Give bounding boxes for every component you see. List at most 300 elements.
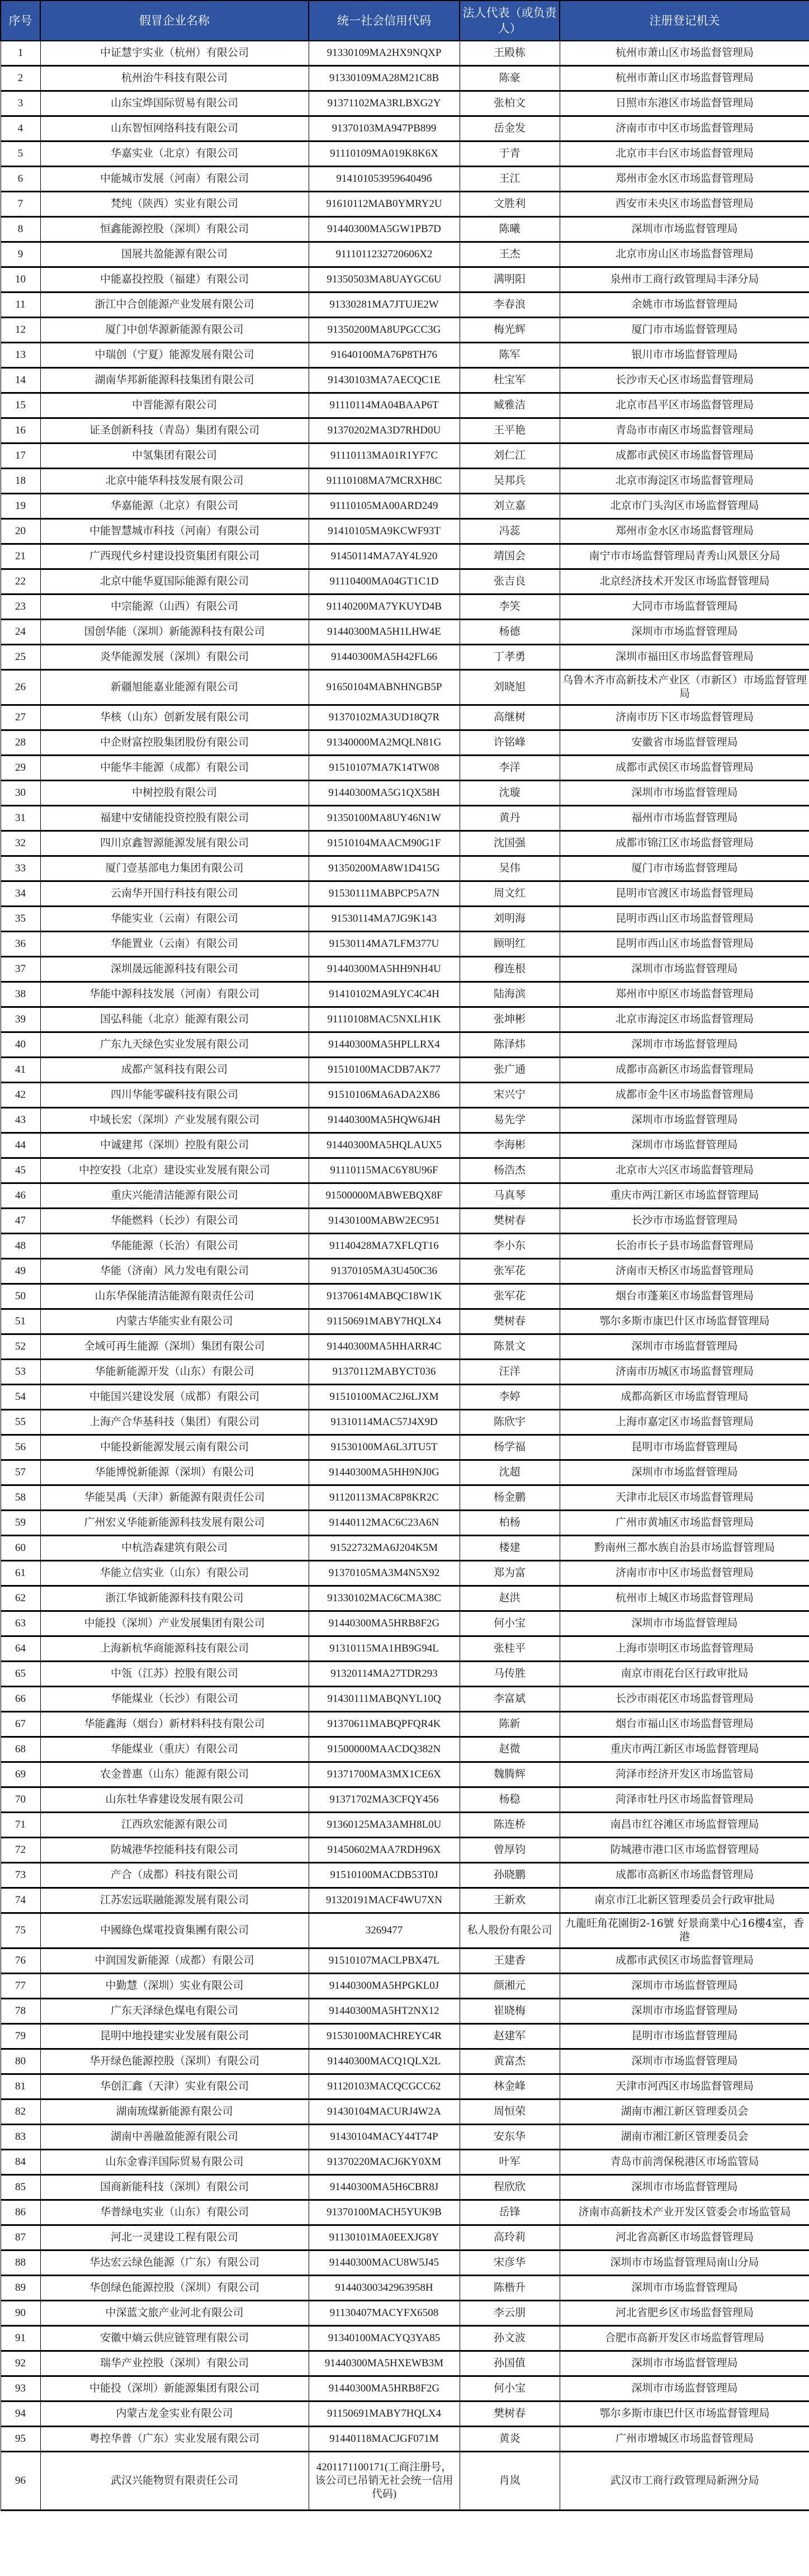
cell-credit-code: 91440300342963958H <box>309 2276 460 2301</box>
cell-credit-code: 91440300MA5HT2NX12 <box>309 1999 460 2024</box>
cell-credit-code: 91500000MAACDQ382N <box>309 1737 460 1762</box>
cell-company-name: 中诚建邦（深圳）控股有限公司 <box>40 1133 309 1158</box>
table-row <box>1 2150 809 2175</box>
cell-serial-number: 63 <box>1 1611 40 1636</box>
cell-company-name: 内蒙古华能实业有限公司 <box>40 1309 309 1334</box>
table-row <box>1 2351 809 2376</box>
cell-serial-number: 96 <box>1 2452 40 2511</box>
cell-registration-authority: 郑州市金水区市场监督管理局 <box>560 519 809 544</box>
cell-credit-code: 91510106MA6ADA2X86 <box>309 1083 460 1108</box>
table-row <box>1 494 809 519</box>
cell-serial-number: 70 <box>1 1787 40 1813</box>
cell-serial-number: 81 <box>1 2074 40 2100</box>
table-row <box>1 1662 809 1687</box>
cell-registration-authority: 深圳市市场监督管理局 <box>560 1334 809 1360</box>
cell-serial-number: 78 <box>1 1999 40 2024</box>
cell-registration-authority: 济南市市中区市场监督管理局 <box>560 116 809 141</box>
cell-legal-representative: 程欣欣 <box>460 2175 560 2200</box>
cell-serial-number: 69 <box>1 1762 40 1787</box>
cell-legal-representative: 张桂平 <box>460 1636 560 1662</box>
cell-legal-representative: 王建香 <box>460 1948 560 1974</box>
cell-company-name: 中证慧宇实业（杭州）有限公司 <box>40 41 309 66</box>
cell-serial-number: 77 <box>1 1974 40 1999</box>
table-row <box>1 393 809 418</box>
cell-legal-representative: 陆海滨 <box>460 982 560 1007</box>
table-row <box>1 881 809 907</box>
cell-registration-authority: 长治市长子县市场监督管理局 <box>560 1234 809 1259</box>
cell-registration-authority: 成都市武侯区市场监督管理局 <box>560 1948 809 1974</box>
cell-credit-code: 91310114MAC57J4X9D <box>309 1410 460 1435</box>
cell-company-name: 国商新能科技（深圳）有限公司 <box>40 2175 309 2200</box>
cell-company-name: 华能实业（云南）有限公司 <box>40 907 309 932</box>
cell-serial-number: 2 <box>1 66 40 91</box>
cell-registration-authority: 深圳市市场监督管理局 <box>560 2276 809 2301</box>
cell-serial-number: 1 <box>1 41 40 66</box>
table-row <box>1 705 809 730</box>
cell-credit-code: 91440300MA5G1QX58H <box>309 781 460 806</box>
cell-legal-representative: 刘明海 <box>460 907 560 932</box>
cell-registration-authority: 长沙市市场监督管理局 <box>560 1209 809 1234</box>
cell-legal-representative: 马传胜 <box>460 1662 560 1687</box>
cell-legal-representative: 肖岚 <box>460 2452 560 2511</box>
cell-serial-number: 90 <box>1 2301 40 2326</box>
cell-legal-representative: 李海彬 <box>460 1133 560 1158</box>
table-row <box>1 2074 809 2100</box>
cell-legal-representative: 满明阳 <box>460 267 560 292</box>
cell-credit-code: 91110115MAC6Y8U96F <box>309 1158 460 1183</box>
cell-legal-representative: 杨浩杰 <box>460 1158 560 1183</box>
cell-credit-code: 91430103MA7AECQC1E <box>309 368 460 393</box>
cell-company-name: 中能国兴建设发展（成都）有限公司 <box>40 1385 309 1410</box>
cell-serial-number: 8 <box>1 217 40 242</box>
cell-registration-authority: 重庆市两江新区市场监督管理局 <box>560 1183 809 1209</box>
cell-legal-representative: 文胜利 <box>460 192 560 217</box>
cell-credit-code: 91440300MACQ1QLX2L <box>309 2049 460 2074</box>
cell-company-name: 中能城市发展（河南）有限公司 <box>40 167 309 192</box>
cell-registration-authority: 福州市市场监督管理局 <box>560 806 809 831</box>
table-row <box>1 1813 809 1838</box>
cell-company-name: 深圳晟远能源科技有限公司 <box>40 957 309 982</box>
cell-company-name: 全域可再生能源（深圳）集团有限公司 <box>40 1334 309 1360</box>
cell-serial-number: 80 <box>1 2049 40 2074</box>
cell-registration-authority: 泉州市工商行政管理局丰泽分局 <box>560 267 809 292</box>
table-row <box>1 141 809 167</box>
cell-registration-authority: 杭州市萧山区市场监督管理局 <box>560 66 809 91</box>
table-row <box>1 1561 809 1586</box>
cell-company-name: 国创华能（深圳）新能源科技有限公司 <box>40 620 309 645</box>
table-row <box>1 907 809 932</box>
cell-company-name: 恒鑫能源控股（深圳）有限公司 <box>40 217 309 242</box>
cell-credit-code: 3269477 <box>309 1913 460 1948</box>
cell-registration-authority: 九龍旺角花園街2-16號 好景商業中心16樓4室，香港 <box>560 1913 809 1948</box>
cell-legal-representative: 梅光辉 <box>460 318 560 343</box>
cell-credit-code: 91320191MACF4WU7XN <box>309 1888 460 1913</box>
cell-legal-representative: 吴邦兵 <box>460 469 560 494</box>
cell-credit-code: 91370103MA947PB899 <box>309 116 460 141</box>
table-row <box>1 318 809 343</box>
cell-serial-number: 47 <box>1 1209 40 1234</box>
cell-legal-representative: 顾明红 <box>460 932 560 957</box>
cell-credit-code: 91430104MACURJ4W2A <box>309 2100 460 2125</box>
cell-serial-number: 76 <box>1 1948 40 1974</box>
cell-registration-authority: 南京市雨花台区行政审批局 <box>560 1662 809 1687</box>
cell-registration-authority: 成都市武侯区市场监督管理局 <box>560 756 809 781</box>
table-row <box>1 730 809 756</box>
table-row <box>1 167 809 192</box>
cell-company-name: 山东牡华睿建设发展有限公司 <box>40 1787 309 1813</box>
table-row <box>1 1234 809 1259</box>
cell-registration-authority: 菏泽市牡丹区市场监督管理局 <box>560 1787 809 1813</box>
cell-company-name: 四川京鑫智源能源发展有限公司 <box>40 831 309 856</box>
cell-legal-representative: 孙文波 <box>460 2326 560 2351</box>
cell-registration-authority: 深圳市市场监督管理局 <box>560 2049 809 2074</box>
cell-credit-code: 91430104MACY44T74P <box>309 2125 460 2150</box>
cell-legal-representative: 沈超 <box>460 1460 560 1485</box>
cell-registration-authority: 厦门市市场监督管理局 <box>560 318 809 343</box>
table-row <box>1 1974 809 1999</box>
table-row <box>1 1536 809 1561</box>
cell-credit-code: 91120113MAC8P8KR2C <box>309 1485 460 1511</box>
table-row <box>1 1360 809 1385</box>
cell-legal-representative: 张柏文 <box>460 91 560 116</box>
cell-company-name: 防城港华控能科技有限公司 <box>40 1838 309 1863</box>
table-row <box>1 469 809 494</box>
cell-serial-number: 14 <box>1 368 40 393</box>
cell-serial-number: 17 <box>1 444 40 469</box>
cell-registration-authority: 防城港市港口区市场监督管理局 <box>560 1838 809 1863</box>
cell-credit-code: 91140428MA7XFLQT16 <box>309 1234 460 1259</box>
cell-legal-representative: 孙国值 <box>460 2351 560 2376</box>
cell-serial-number: 35 <box>1 907 40 932</box>
cell-company-name: 证圣创新科技（青岛）集团有限公司 <box>40 418 309 444</box>
cell-registration-authority: 南宁市市场监督管理局青秀山风景区分局 <box>560 544 809 569</box>
cell-company-name: 华达宏云绿色能源（广东）有限公司 <box>40 2251 309 2276</box>
cell-serial-number: 49 <box>1 1259 40 1284</box>
cell-credit-code: 91440300MA5HQLAUX5 <box>309 1133 460 1158</box>
cell-company-name: 湖南琉煤新能源有限公司 <box>40 2100 309 2125</box>
cell-registration-authority: 深圳市市场监督管理局南山分局 <box>560 2251 809 2276</box>
cell-company-name: 浙江中合创能源产业发展有限公司 <box>40 292 309 318</box>
cell-serial-number: 44 <box>1 1133 40 1158</box>
cell-credit-code: 91440300MA5HHARR4C <box>309 1334 460 1360</box>
cell-legal-representative: 李笑 <box>460 595 560 620</box>
cell-registration-authority: 北京市丰台区市场监督管理局 <box>560 141 809 167</box>
cell-credit-code: 91530100MA6L3JTU5T <box>309 1435 460 1460</box>
cell-legal-representative: 周文红 <box>460 881 560 907</box>
cell-registration-authority: 湖南市湘江新区管理委员会 <box>560 2125 809 2150</box>
cell-legal-representative: 周恒荣 <box>460 2100 560 2125</box>
cell-legal-representative: 于青 <box>460 141 560 167</box>
cell-credit-code: 91150691MABY7HQLX4 <box>309 1309 460 1334</box>
cell-credit-code: 91450602MAA7RDH96X <box>309 1838 460 1863</box>
cell-legal-representative: 高继树 <box>460 705 560 730</box>
cell-serial-number: 88 <box>1 2251 40 2276</box>
table-row <box>1 1636 809 1662</box>
table-row <box>1 2402 809 2427</box>
cell-serial-number: 13 <box>1 343 40 368</box>
table-row <box>1 1058 809 1083</box>
cell-company-name: 华嘉能源（北京）有限公司 <box>40 494 309 519</box>
cell-legal-representative: 陈军 <box>460 343 560 368</box>
cell-credit-code: 91640100MA76P8TH76 <box>309 343 460 368</box>
cell-legal-representative: 冯蕊 <box>460 519 560 544</box>
table-row <box>1 2225 809 2251</box>
cell-serial-number: 9 <box>1 242 40 267</box>
cell-company-name: 中能华丰能源（成都）有限公司 <box>40 756 309 781</box>
table-row <box>1 343 809 368</box>
cell-company-name: 福建中安储能投资控股有限公司 <box>40 806 309 831</box>
cell-serial-number: 54 <box>1 1385 40 1410</box>
table-row <box>1 1737 809 1762</box>
cell-company-name: 云南华开国行科技有限公司 <box>40 881 309 907</box>
cell-company-name: 北京中能华夏国际能源有限公司 <box>40 569 309 595</box>
cell-credit-code: 91510107MA7K14TW08 <box>309 756 460 781</box>
table-row <box>1 982 809 1007</box>
cell-legal-representative: 王殿栋 <box>460 41 560 66</box>
cell-credit-code: 91130101MA0EEXJG8Y <box>309 2225 460 2251</box>
cell-registration-authority: 深圳市市场监督管理局 <box>560 1032 809 1058</box>
cell-company-name: 中能投新能源发展云南有限公司 <box>40 1435 309 1460</box>
cell-credit-code: 91120103MACQCGCC62 <box>309 2074 460 2100</box>
cell-registration-authority: 南京市江北新区管理委员会行政审批局 <box>560 1888 809 1913</box>
cell-serial-number: 67 <box>1 1712 40 1737</box>
cell-registration-authority: 广州市黄埔区市场监督管理局 <box>560 1511 809 1536</box>
cell-serial-number: 38 <box>1 982 40 1007</box>
table-row <box>1 2125 809 2150</box>
table-row <box>1 217 809 242</box>
table-row <box>1 1410 809 1435</box>
cell-credit-code: 91440300MA5H6CBR8J <box>309 2175 460 2200</box>
cell-company-name: 新疆旭能嘉业能源有限公司 <box>40 670 309 705</box>
cell-registration-authority: 上海市崇明区市场监督管理局 <box>560 1636 809 1662</box>
header-company-name: 假冒企业名称 <box>40 1 309 41</box>
table-row <box>1 1863 809 1888</box>
cell-serial-number: 84 <box>1 2150 40 2175</box>
cell-credit-code: 91340000MA2MQLN81G <box>309 730 460 756</box>
cell-company-name: 华能立信实业（山东）有限公司 <box>40 1561 309 1586</box>
cell-credit-code: 91650104MABNHNGB5P <box>309 670 460 705</box>
cell-legal-representative: 汪洋 <box>460 1360 560 1385</box>
cell-company-name: 华能昊禹（天津）新能源有限责任公司 <box>40 1485 309 1511</box>
cell-credit-code: 91440300MA5HRB8F2G <box>309 1611 460 1636</box>
cell-serial-number: 6 <box>1 167 40 192</box>
cell-serial-number: 16 <box>1 418 40 444</box>
cell-credit-code: 91370100MACH5YUK9B <box>309 2200 460 2225</box>
cell-credit-code: 91440300MA5HQW6J4H <box>309 1108 460 1133</box>
cell-credit-code: 91440300MA5HH9NJ0G <box>309 1460 460 1485</box>
cell-company-name: 上海产合华基科技（集团）有限公司 <box>40 1410 309 1435</box>
cell-registration-authority: 成都市锦江区市场监督管理局 <box>560 831 809 856</box>
cell-company-name: 粤控华普（广东）实业发展有限公司 <box>40 2427 309 2452</box>
cell-legal-representative: 王平艳 <box>460 418 560 444</box>
table-row <box>1 1687 809 1712</box>
cell-legal-representative: 穆连根 <box>460 957 560 982</box>
cell-legal-representative: 杨稳 <box>460 1787 560 1813</box>
cell-legal-representative: 曾厚钧 <box>460 1838 560 1863</box>
cell-credit-code: 91110105MA00ARD249 <box>309 494 460 519</box>
cell-registration-authority: 银川市市场监督管理局 <box>560 343 809 368</box>
cell-registration-authority: 西安市未央区市场监督管理局 <box>560 192 809 217</box>
cell-legal-representative: 陈曦 <box>460 217 560 242</box>
cell-registration-authority: 深圳市市场监督管理局 <box>560 1133 809 1158</box>
cell-credit-code: 91350503MA8UAYGC6U <box>309 267 460 292</box>
cell-registration-authority: 北京市海淀区市场监督管理局 <box>560 469 809 494</box>
cell-credit-code: 91330109MA2HX9NQXP <box>309 41 460 66</box>
table-row <box>1 1334 809 1360</box>
cell-company-name: 炎华能源发展（深圳）有限公司 <box>40 645 309 670</box>
cell-credit-code: 91510100MACDB7AK77 <box>309 1058 460 1083</box>
table-row <box>1 544 809 569</box>
cell-serial-number: 28 <box>1 730 40 756</box>
cell-registration-authority: 深圳市市场监督管理局 <box>560 620 809 645</box>
cell-company-name: 河北一灵建设工程有限公司 <box>40 2225 309 2251</box>
cell-registration-authority: 郑州市金水区市场监督管理局 <box>560 167 809 192</box>
cell-company-name: 厦门壹基部电力集团有限公司 <box>40 856 309 881</box>
cell-company-name: 国展共盈能源有限公司 <box>40 242 309 267</box>
cell-company-name: 昆明中地投建实业发展有限公司 <box>40 2024 309 2049</box>
table-row <box>1 1888 809 1913</box>
cell-company-name: 农金普惠（山东）能源有限公司 <box>40 1762 309 1787</box>
table-row <box>1 2175 809 2200</box>
table-row <box>1 595 809 620</box>
cell-credit-code: 91440300MA5HXEWB3M <box>309 2351 460 2376</box>
cell-registration-authority: 安徽省市场监督管理局 <box>560 730 809 756</box>
table-row <box>1 2376 809 2402</box>
table-row <box>1 1209 809 1234</box>
cell-registration-authority: 成都高新区市场监督管理局 <box>560 1385 809 1410</box>
cell-credit-code: 91440300MA5HPLLRX4 <box>309 1032 460 1058</box>
cell-serial-number: 53 <box>1 1360 40 1385</box>
table-body <box>1 41 809 2511</box>
table-row <box>1 1108 809 1133</box>
cell-legal-representative: 李洋 <box>460 756 560 781</box>
cell-credit-code: 4201171100171(工商注册号，该公司已吊销无社会统一信用代码) <box>309 2452 460 2511</box>
cell-serial-number: 85 <box>1 2175 40 2200</box>
cell-credit-code: 91150691MABY7HQLX4 <box>309 2402 460 2427</box>
cell-serial-number: 46 <box>1 1183 40 1209</box>
cell-serial-number: 91 <box>1 2326 40 2351</box>
table-row <box>1 1083 809 1108</box>
cell-company-name: 山东宝烨国际贸易有限公司 <box>40 91 309 116</box>
cell-credit-code: 91110108MA7MCRXH8C <box>309 469 460 494</box>
cell-company-name: 浙江华钺新能源科技有限公司 <box>40 1586 309 1611</box>
cell-registration-authority: 杭州市萧山区市场监督管理局 <box>560 41 809 66</box>
cell-credit-code: 91370105MA3M4N5X92 <box>309 1561 460 1586</box>
cell-registration-authority: 日照市东港区市场监督管理局 <box>560 91 809 116</box>
cell-credit-code: 91610112MAB0YMRY2U <box>309 192 460 217</box>
cell-registration-authority: 成都市高新区市场监督管理局 <box>560 1863 809 1888</box>
cell-legal-representative: 李婷 <box>460 1385 560 1410</box>
table-row <box>1 2251 809 2276</box>
cell-company-name: 梵纯（陕西）实业有限公司 <box>40 192 309 217</box>
cell-company-name: 北京中能华科技发展有限公司 <box>40 469 309 494</box>
cell-legal-representative: 赵建军 <box>460 2024 560 2049</box>
cell-serial-number: 50 <box>1 1284 40 1309</box>
cell-legal-representative: 王江 <box>460 167 560 192</box>
table-row <box>1 1838 809 1863</box>
cell-serial-number: 11 <box>1 292 40 318</box>
cell-serial-number: 29 <box>1 756 40 781</box>
cell-company-name: 华嘉实业（北京）有限公司 <box>40 141 309 167</box>
cell-credit-code: 91330102MAC6CMA38C <box>309 1586 460 1611</box>
cell-company-name: 中杭浩森建筑有限公司 <box>40 1536 309 1561</box>
cell-legal-representative: 陈豪 <box>460 66 560 91</box>
table-row <box>1 267 809 292</box>
cell-serial-number: 66 <box>1 1687 40 1712</box>
cell-registration-authority: 深圳市市场监督管理局 <box>560 781 809 806</box>
cell-serial-number: 51 <box>1 1309 40 1334</box>
cell-credit-code: 91110114MA04BAAP6T <box>309 393 460 418</box>
cell-registration-authority: 河北省高新区市场监督管理局 <box>560 2225 809 2251</box>
cell-credit-code: 91370202MA3D7RHD0U <box>309 418 460 444</box>
table-row <box>1 932 809 957</box>
cell-serial-number: 31 <box>1 806 40 831</box>
cell-registration-authority: 昆明市西山区市场监督管理局 <box>560 907 809 932</box>
table-row <box>1 2100 809 2125</box>
cell-legal-representative: 张吉良 <box>460 569 560 595</box>
cell-registration-authority: 重庆市两江新区市场监督管理局 <box>560 1737 809 1762</box>
cell-registration-authority: 深圳市市场监督管理局 <box>560 2175 809 2200</box>
cell-company-name: 产合（成都）科技有限公司 <box>40 1863 309 1888</box>
cell-legal-representative: 沈璇 <box>460 781 560 806</box>
table-row <box>1 756 809 781</box>
cell-registration-authority: 广州市增城区市场监督管理局 <box>560 2427 809 2452</box>
cell-credit-code: 91440300MA5GW1PB7D <box>309 217 460 242</box>
cell-company-name: 重庆兴能清洁能源有限公司 <box>40 1183 309 1209</box>
cell-registration-authority: 深圳市市场监督管理局 <box>560 1460 809 1485</box>
table-row <box>1 519 809 544</box>
cell-company-name: 华核（山东）创新发展有限公司 <box>40 705 309 730</box>
cell-company-name: 湖南华邦新能源科技集团有限公司 <box>40 368 309 393</box>
cell-serial-number: 73 <box>1 1863 40 1888</box>
cell-credit-code: 91522732MA6J204K5M <box>309 1536 460 1561</box>
cell-credit-code: 91410105MA9KCWF93T <box>309 519 460 544</box>
cell-company-name: 中润国发新能源（成都）有限公司 <box>40 1948 309 1974</box>
cell-legal-representative: 陈楷升 <box>460 2276 560 2301</box>
cell-credit-code: 91440300MA5HH9NH4U <box>309 957 460 982</box>
table-row <box>1 1385 809 1410</box>
cell-company-name: 山东华保能清洁能源有限责任公司 <box>40 1284 309 1309</box>
table-row <box>1 2200 809 2225</box>
table-row <box>1 292 809 318</box>
cell-legal-representative: 吴伟 <box>460 856 560 881</box>
cell-legal-representative: 马真琴 <box>460 1183 560 1209</box>
cell-registration-authority: 深圳市市场监督管理局 <box>560 1974 809 1999</box>
cell-registration-authority: 鄂尔多斯市康巴什区市场监督管理局 <box>560 2402 809 2427</box>
cell-legal-representative: 王新欢 <box>460 1888 560 1913</box>
table-row <box>1 66 809 91</box>
cell-legal-representative: 宋彦华 <box>460 2251 560 2276</box>
table-row <box>1 2326 809 2351</box>
cell-serial-number: 94 <box>1 2402 40 2427</box>
cell-serial-number: 36 <box>1 932 40 957</box>
cell-registration-authority: 深圳市市场监督管理局 <box>560 217 809 242</box>
cell-serial-number: 24 <box>1 620 40 645</box>
cell-serial-number: 64 <box>1 1636 40 1662</box>
cell-company-name: 湖南中善融盈能源有限公司 <box>40 2125 309 2150</box>
cell-credit-code: 91440112MAC6C23A6N <box>309 1511 460 1536</box>
cell-serial-number: 48 <box>1 1234 40 1259</box>
cell-credit-code: 91370220MACJ6KY0XM <box>309 2150 460 2175</box>
cell-serial-number: 27 <box>1 705 40 730</box>
cell-company-name: 武汉兴能物贸有限责任公司 <box>40 2452 309 2511</box>
cell-legal-representative: 黄炎 <box>460 2427 560 2452</box>
cell-serial-number: 45 <box>1 1158 40 1183</box>
cell-registration-authority: 济南市天桥区市场监督管理局 <box>560 1259 809 1284</box>
table-row <box>1 1485 809 1511</box>
cell-serial-number: 79 <box>1 2024 40 2049</box>
cell-serial-number: 43 <box>1 1108 40 1133</box>
